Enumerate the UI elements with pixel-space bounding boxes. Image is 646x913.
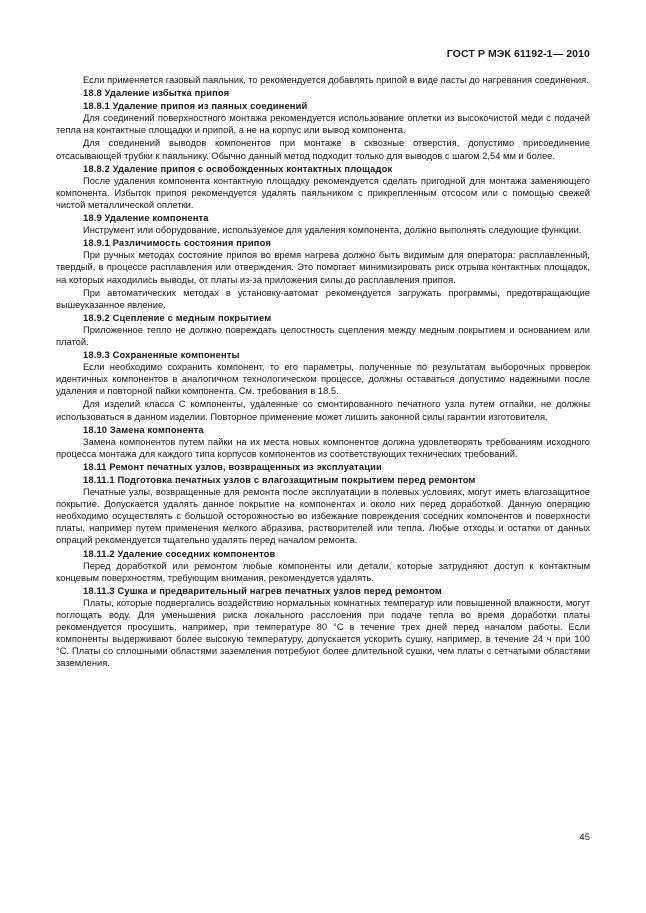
section-heading: 18.11.1 Подготовка печатных узлов с влагозащитным покрытием перед ремонтом	[83, 475, 476, 485]
body-paragraph: Для соединений поверхностного монтажа рекомендуется использование оплетки из высокочистой меди с подачей тепла на контактные площадки и припой, а не на корпус или вывод компонента.	[56, 113, 590, 136]
section-heading: 18.8.1 Удаление припоя из паяных соединений	[83, 101, 308, 112]
section-heading: 18.8 Удаление избытка припоя	[83, 88, 230, 99]
body-paragraph: Приложенное тепло не должно повреждать целостность сцепления между медным покрытием и основанием или платой.	[56, 324, 590, 347]
section-heading: 18.10 Замена компонента	[83, 424, 204, 435]
body-paragraph: Если необходимо сохранить компонент, то его параметры, полученные по результатам выборочных проверок идентичных компонентов в аналогичном технологическом процессе, должны оставаться допустимо надежными после удаления и повторной пайки компонента. См. требования в 18.5.	[56, 362, 590, 397]
body-paragraph: Для соединений выводов компонентов при монтаже в сквозные отверстия, допустимо присоединение отсасывающей трубки к паяльнику. Обычно данный метод подходит только для выводов с шагом 2,54 мм и более.	[56, 138, 590, 161]
body-paragraph: При ручных методах состояние припоя во время нагрева должно быть видимым для оператора: расплавленный, твердый, в процессе расплавления или отверждения. Это помогает минимизировать риск отрыва контактных площадок, на которых находились выводы, от платы из-за приложения силы до расплавления припоя.	[56, 250, 590, 285]
document-header: ГОСТ Р МЭК 61192-1— 2010	[446, 48, 590, 60]
section-heading: 18.11 Ремонт печатных узлов, возвращенных из эксплуатации	[83, 461, 382, 472]
body-paragraph: При автоматических методах в установку-автомат рекомендуется загружать программы, предотвращающие вышеуказанное явление.	[56, 287, 590, 310]
section-heading: 18.9.1 Различимость состояния припоя	[83, 238, 271, 249]
body-paragraph: Для изделий класса С компоненты, удаленные со смонтированного печатного узла путем отпайки, не должны использоваться в данном изделии. Повторное применение может лишить законной силы гарантии изготовителя.	[56, 399, 590, 422]
body-paragraph: Перед доработкой или ремонтом любые компоненты или детали, которые затрудняют доступ к контактным концевым поверхностям, требующим внимания, рекомендуется удалять.	[56, 560, 590, 583]
section-heading: 18.8.2 Удаление припоя с освобожденных контактных площадок	[83, 163, 393, 174]
body-paragraph: Печатные узлы, возвращенные для ремонта после эксплуатации в полевых условиях, могут иметь влагозащитное покрытие. Допускается удалять данное покрытие на компонентах и около них перед доработкой. Данную операцию необходимо осуществлять с большой осторожностью во избежание повреждения соседних компонентов и поверхности платы, например путем применения мелкого абразива, растворителей или тепла. Любые отходы и остатки от данных опраций рекомендуется тщательно удалять перед началом ремонта.	[56, 487, 590, 546]
body-paragraph: Инструмент или оборудование, используемое для удаления компонента, должно выполнять следующие функции.	[83, 225, 582, 236]
section-heading: 18.9.2 Сцепление с медным покрытием	[83, 312, 272, 323]
page-number: 45	[579, 832, 590, 843]
section-heading: 18.9.3 Сохраненные компоненты	[83, 350, 240, 361]
body-paragraph: Платы, которые подвергались воздействию нормальных комнатных температур или повышенной влажности, могут поглощать воду. Для уменьшения риска локального расслоения при подаче тепла во время доработки платы рекомендуется просушить, например, при температуре 80 °С в течение трех дней перед началом работы. Если компоненты выдерживают более высокую температуру, допускается ускорить сушку, например, в течение 24 ч при 100 °С. Платы со сплошными областями заземления потребуют более длительной сушки, чем платы с сетчатыми областями заземления.	[56, 597, 590, 669]
section-heading: 18.9 Удаление компонента	[83, 213, 209, 224]
body-paragraph: Замена компонентов путем пайки на их места новых компонентов должна удовлетворять требованиям исходного процесса монтажа для каждого типа корпусов компонентов из соответствующих технических требований.	[56, 436, 590, 459]
document-body	[56, 74, 590, 670]
body-paragraph: После удаления компонента контактную площадку рекомендуется сделать пригодной для монтажа заменяющего компонента. Избыток припоя рекомендуется удалять паяльником с прикрепленным отсосом или с помощью свежей чистой металлической оплетки.	[56, 175, 590, 210]
section-heading: 18.11.2 Удаление соседних компонентов	[83, 548, 276, 559]
body-paragraph: Если применяется газовый паяльник, то рекомендуется добавлять припой в виде пасты до нагревания соединения.	[83, 75, 589, 85]
section-heading: 18.11.3 Сушка и предварительный нагрев печатных узлов перед ремонтом	[83, 585, 442, 596]
